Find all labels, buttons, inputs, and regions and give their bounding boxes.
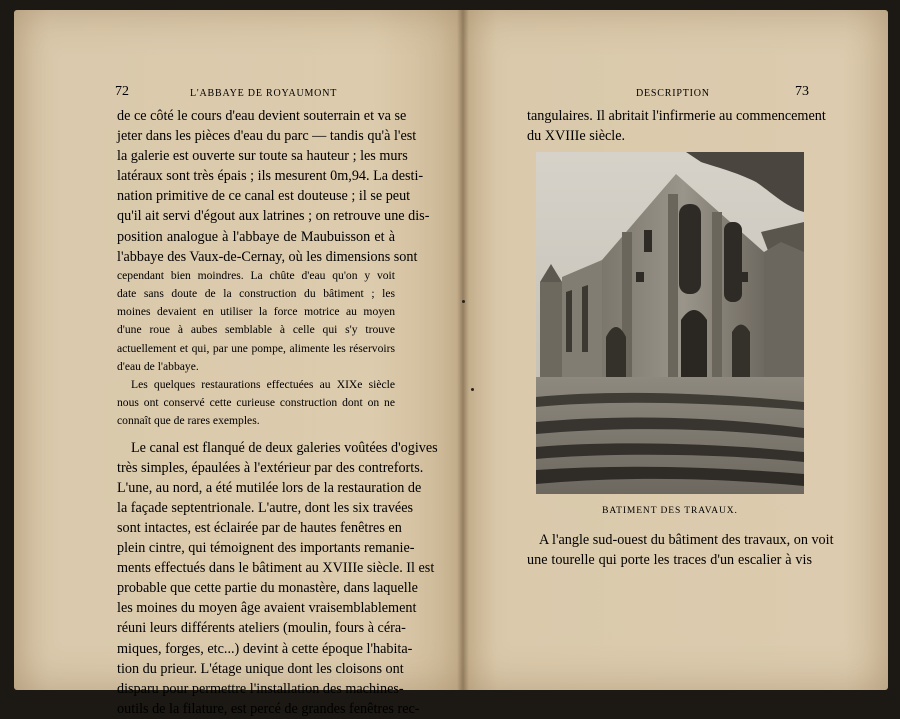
paragraph-1 <box>117 106 430 267</box>
text-line: ments effectués dans le bâtiment au XVIIIe siècle. Il est <box>117 560 435 577</box>
text-line: A l'angle sud-ouest du bâtiment des travaux, on voit <box>539 532 834 548</box>
text-line: nous ont conservé cette curieuse construction dont on ne <box>117 396 395 410</box>
paragraph-1-small <box>117 267 395 376</box>
right-page-number: 73 <box>795 84 809 99</box>
left-running-head: L'ABBAYE DE ROYAUMONT <box>190 88 338 99</box>
text-line: d'eau de l'abbaye. <box>117 359 199 373</box>
text-line: une tourelle qui porte les traces d'un escalier à vis <box>527 552 812 569</box>
right-top-text <box>527 106 826 146</box>
left-page-text <box>117 106 438 719</box>
paper-speck <box>471 388 474 391</box>
text-line: connaît que de rares exemples. <box>117 414 260 428</box>
text-line: du XVIIIe siècle. <box>527 128 626 145</box>
text-line: actuellement et qui, par une pompe, alimente les réservoirs <box>117 341 395 355</box>
text-line: réuni leurs différents ateliers (moulin, fours à céra- <box>117 620 406 637</box>
book-gutter <box>457 10 469 690</box>
text-line: tion du prieur. L'étage unique dont les cloisons ont <box>117 660 404 677</box>
text-line: latéraux sont très épais ; ils mesurent 0m,94. La desti- <box>117 168 424 185</box>
right-bottom-text <box>527 530 834 570</box>
paragraph-3 <box>117 438 438 719</box>
paragraph-2 <box>117 376 395 431</box>
text-line: l'abbaye des Vaux-de-Cernay, où les dimensions sont <box>117 248 418 265</box>
text-line: L'une, au nord, a été mutilée lors de la restauration de <box>117 479 422 496</box>
text-line: cependant bien moindres. La chûte d'eau qu'on y voit <box>117 268 395 282</box>
text-line: outils de la filature, est percé de grandes fenêtres rec- <box>117 700 420 717</box>
text-line: les moines du moyen âge avaient vraisemblablement <box>117 600 417 617</box>
text-line: la galerie est ouverte sur toute sa hauteur ; les murs <box>117 148 408 165</box>
paper-speck <box>462 300 465 303</box>
text-line: nation primitive de ce canal est douteuse ; il se peut <box>117 188 411 205</box>
text-line: tangulaires. Il abritait l'infirmerie au commencement <box>527 108 826 124</box>
text-line: Les quelques restaurations effectuées au XIXe siècle <box>131 377 395 391</box>
text-line: de ce côté le cours d'eau devient souterrain et va se <box>117 108 407 124</box>
text-line: position analogue à l'abbaye de Maubuisson et à <box>117 228 395 245</box>
text-line: miques, forges, etc...) devint à cette époque l'habita- <box>117 640 413 657</box>
right-running-head: DESCRIPTION <box>636 88 710 99</box>
text-line: disparu pour permettre l'installation des machines- <box>117 680 404 697</box>
text-line: Le canal est flanqué de deux galeries voûtées d'ogives <box>131 439 438 456</box>
left-page-number: 72 <box>115 84 129 99</box>
text-line: moines devaient en utiliser la force motrice au moyen <box>117 305 395 319</box>
text-line: d'une roue à aubes semblable à celle qui s'y trouve <box>117 323 395 337</box>
text-line: probable que cette partie du monastère, dans laquelle <box>117 580 418 597</box>
building-photograph <box>536 152 804 494</box>
text-line: jeter dans les pièces d'eau du parc — tandis qu'à l'est <box>117 128 417 145</box>
text-line: plein cintre, qui témoignent des importants remanie- <box>117 540 415 557</box>
figure-caption: BATIMENT DES TRAVAUX. <box>602 506 738 516</box>
text-line: qu'il ait servi d'égout aux latrines ; on retrouve une dis- <box>117 208 430 225</box>
text-line: date sans doute de la construction du bâtiment ; les <box>117 286 395 300</box>
text-line: la façade septentrionale. L'autre, dont les six travées <box>117 499 414 516</box>
text-line: très simples, épaulées à l'extérieur par des contreforts. <box>117 459 424 476</box>
text-line: sont intactes, est éclairée par de hautes fenêtres en <box>117 519 402 536</box>
